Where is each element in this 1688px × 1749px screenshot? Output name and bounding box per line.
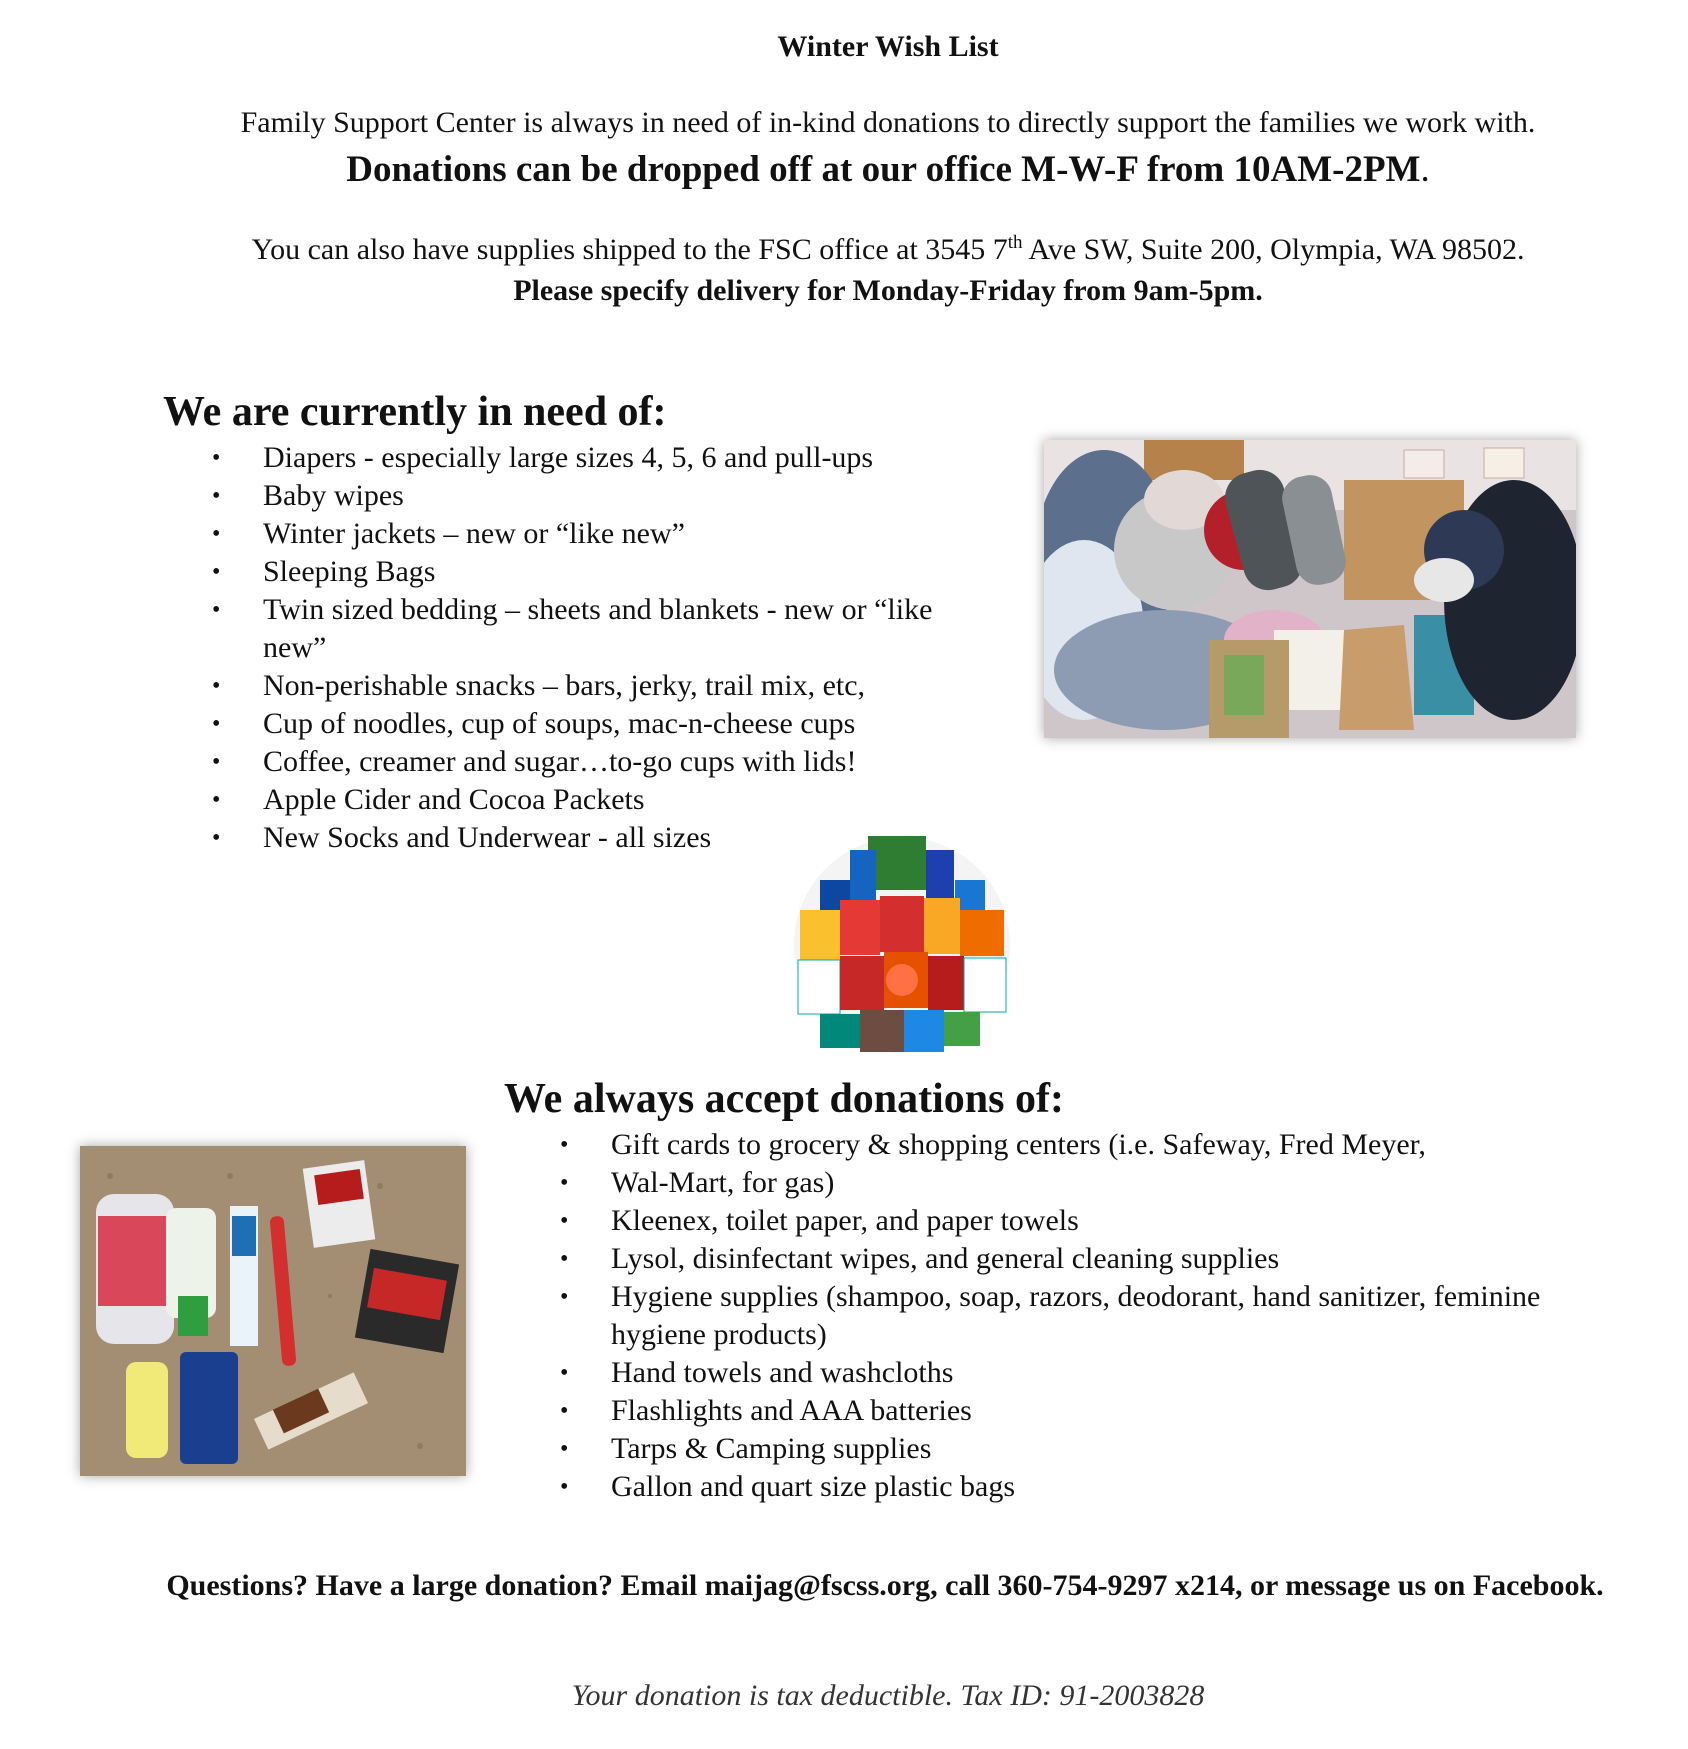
- page-title: Winter Wish List: [777, 30, 999, 63]
- need-item: • Twin sized bedding – sheets and blankets - new or “like new”: [212, 591, 962, 667]
- need-item: • New Socks and Underwear - all sizes: [212, 819, 962, 857]
- accept-item: • Gift cards to grocery & shopping centers (i.e. Safeway, Fred Meyer,: [560, 1126, 1560, 1164]
- need-heading: We are currently in need of:: [163, 389, 667, 435]
- accept-item: • Tarps & Camping supplies: [560, 1430, 1560, 1468]
- need-item: • Apple Cider and Cocoa Packets: [212, 781, 962, 819]
- accept-list: [560, 1126, 1560, 1506]
- hygiene-supplies-photo: [80, 1146, 466, 1476]
- need-item: • Coffee, creamer and sugar…to-go cups with lids!: [212, 743, 962, 781]
- accept-item: • Kleenex, toilet paper, and paper towels: [560, 1202, 1560, 1240]
- need-item: • Non-perishable snacks – bars, jerky, trail mix, etc,: [212, 667, 962, 705]
- tax-info: Your donation is tax deductible. Tax ID: 91-2003828: [571, 1679, 1205, 1712]
- snacks-illustration: [790, 830, 1015, 1060]
- accept-item: • Lysol, disinfectant wipes, and general cleaning supplies: [560, 1240, 1560, 1278]
- dropoff-hours: Donations can be dropped off at our office M-W-F from 10AM-2PM: [346, 149, 1421, 190]
- ordinal-suffix: th: [1007, 232, 1023, 253]
- need-list: [212, 439, 962, 857]
- dropoff-text: [0, 148, 1688, 191]
- need-item: • Baby wipes: [212, 477, 962, 515]
- bedding-illustration: [1044, 440, 1576, 738]
- bedding-donations-photo: [1044, 440, 1576, 738]
- shipping-address-end: Ave SW, Suite 200, Olympia, WA 98502.: [1022, 233, 1525, 266]
- shipping-text: [0, 232, 1688, 267]
- contact-info: Questions? Have a large donation? Email maijag@fscss.org, call 360-754-9297 x214, or message us on Facebook.: [166, 1569, 1604, 1602]
- need-item: • Diapers - especially large sizes 4, 5, 6 and pull-ups: [212, 439, 962, 477]
- need-item: • Winter jackets – new or “like new”: [212, 515, 962, 553]
- delivery-hours: Please specify delivery for Monday-Friday from 9am-5pm.: [513, 274, 1263, 307]
- shipping-address-start: You can also have supplies shipped to the FSC office at 3545 7: [251, 233, 1008, 266]
- need-item: • Sleeping Bags: [212, 553, 962, 591]
- accept-item: • Flashlights and AAA batteries: [560, 1392, 1560, 1430]
- accept-item: • Hand towels and washcloths: [560, 1354, 1560, 1392]
- accept-heading: We always accept donations of:: [504, 1076, 1064, 1122]
- hygiene-illustration: [80, 1146, 466, 1476]
- intro-text: Family Support Center is always in need of in-kind donations to directly support the families we work with.: [240, 106, 1536, 139]
- accept-item: • Hygiene supplies (shampoo, soap, razors, deodorant, hand sanitizer, feminine hygiene products): [560, 1278, 1560, 1354]
- dropoff-period: .: [1420, 149, 1430, 190]
- need-item: • Cup of noodles, cup of soups, mac-n-cheese cups: [212, 705, 962, 743]
- accept-item: • Gallon and quart size plastic bags: [560, 1468, 1560, 1506]
- snack-assortment-photo: [790, 830, 1015, 1060]
- accept-item: • Wal-Mart, for gas): [560, 1164, 1560, 1202]
